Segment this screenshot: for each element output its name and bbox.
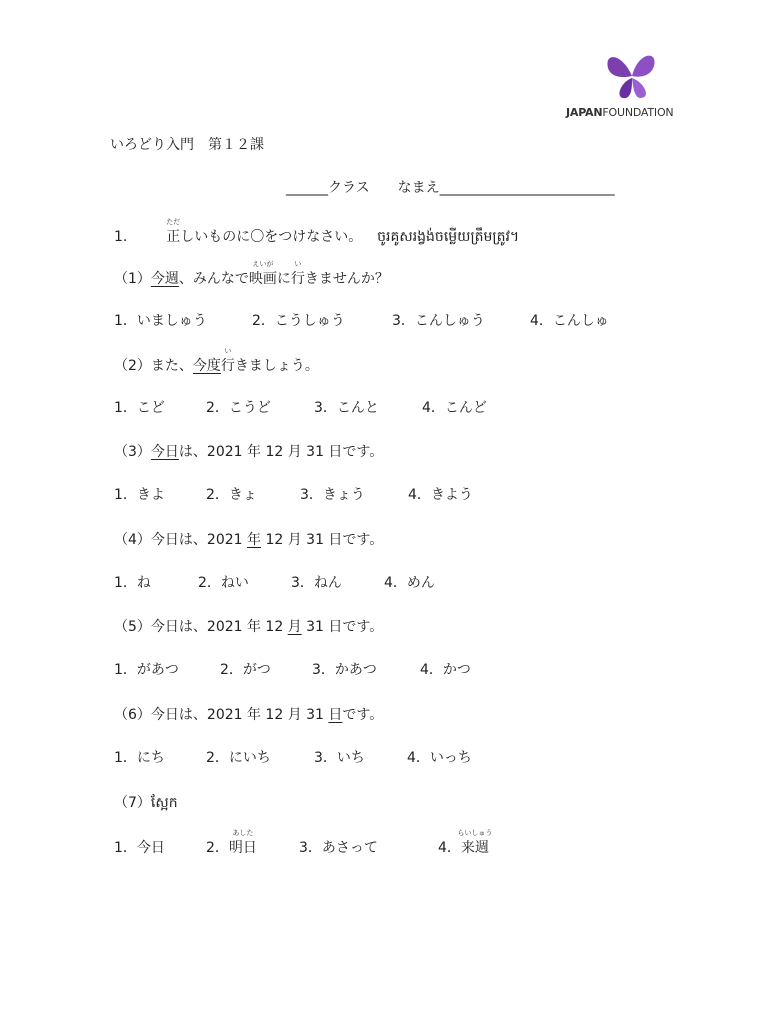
- instruction-text: しいものに〇をつけなさい。: [180, 229, 363, 245]
- logo-wordmark: JAPANFOUNDATION: [566, 106, 674, 119]
- choices-4: [114, 572, 435, 592]
- target-word: 日: [328, 707, 343, 723]
- choice[interactable]: 3．いち: [314, 750, 365, 766]
- instruction-ruby: 正 ただ: [166, 218, 181, 245]
- instruction: [114, 218, 520, 248]
- question-6: （6）今日は、2021 年 12 月 31 日です。: [114, 707, 384, 723]
- page-title: いろどり入門 第１２課: [110, 137, 264, 153]
- choice[interactable]: 1．があつ: [114, 662, 179, 678]
- target-word: 月: [287, 619, 302, 635]
- choice[interactable]: 2．こうしゅう: [252, 313, 345, 329]
- choices-7: [114, 829, 493, 857]
- choice[interactable]: 2．がつ: [220, 662, 271, 678]
- choice[interactable]: 1．今日: [114, 840, 165, 856]
- choice[interactable]: 2．きょ: [206, 487, 257, 503]
- choice[interactable]: 1．ね: [114, 575, 151, 591]
- question-1: （1）今週、みんなで映画 えいが に行 い きませんか？: [114, 260, 389, 287]
- question-7: （7）ស្អែក: [114, 795, 178, 811]
- choices-3: [114, 484, 473, 504]
- butterfly-icon: [602, 48, 662, 104]
- choice[interactable]: 3．きょう: [300, 487, 365, 503]
- question-2: （2）また、今度行 い きましょう。: [114, 347, 319, 374]
- choice[interactable]: 4．かつ: [420, 662, 471, 678]
- choice[interactable]: 3．ねん: [291, 575, 342, 591]
- choice[interactable]: 4．こんしゅ: [530, 313, 609, 329]
- choice[interactable]: 4．いっち: [407, 750, 472, 766]
- choice[interactable]: 3．かあつ: [312, 662, 377, 678]
- choice[interactable]: 4．めん: [384, 575, 435, 591]
- choices-6: [114, 747, 472, 767]
- question-5: （5）今日は、2021 年 12 月 31 日です。: [114, 619, 384, 635]
- choice[interactable]: 4．きよう: [408, 487, 473, 503]
- choice[interactable]: 2．こうど: [206, 400, 271, 416]
- choice[interactable]: 2．にいち: [206, 750, 271, 766]
- target-word: 今日: [150, 444, 179, 460]
- instruction-number: 1.: [114, 229, 128, 245]
- question-4: （4）今日は、2021 年 12 月 31 日です。: [114, 532, 384, 548]
- choice[interactable]: 2．ねい: [198, 575, 249, 591]
- choice[interactable]: 1．にち: [114, 750, 165, 766]
- question-3: （3）今日は、2021 年 12 月 31 日です。: [114, 444, 384, 460]
- choice[interactable]: 3．こんと: [314, 400, 379, 416]
- choice[interactable]: 1．きよ: [114, 487, 165, 503]
- choice[interactable]: 3．こんしゅう: [392, 313, 485, 329]
- target-word: 年: [247, 532, 261, 548]
- choices-1: [114, 310, 609, 330]
- choice[interactable]: 4．来週 らいしゅう: [438, 829, 493, 856]
- target-word: 今度: [192, 358, 221, 374]
- choice[interactable]: 4．こんど: [422, 400, 487, 416]
- japan-foundation-logo: [566, 48, 674, 124]
- choice[interactable]: 1．いましゅう: [114, 313, 207, 329]
- instruction-khmer: ចូរគូសរង្វង់ចម្លើយត្រឹមត្រូវ។: [377, 229, 520, 245]
- choices-5: [114, 659, 471, 679]
- target-word: 今週: [150, 271, 179, 287]
- choices-2: [114, 397, 487, 417]
- choice[interactable]: 1．こど: [114, 400, 165, 416]
- choice[interactable]: 2．明日 あした: [206, 829, 257, 856]
- choice[interactable]: 3．あさって: [299, 840, 378, 856]
- class-name-line: ______クラス なまえ_________________________: [286, 180, 615, 196]
- target-word-khmer: ស្អែក: [150, 795, 178, 811]
